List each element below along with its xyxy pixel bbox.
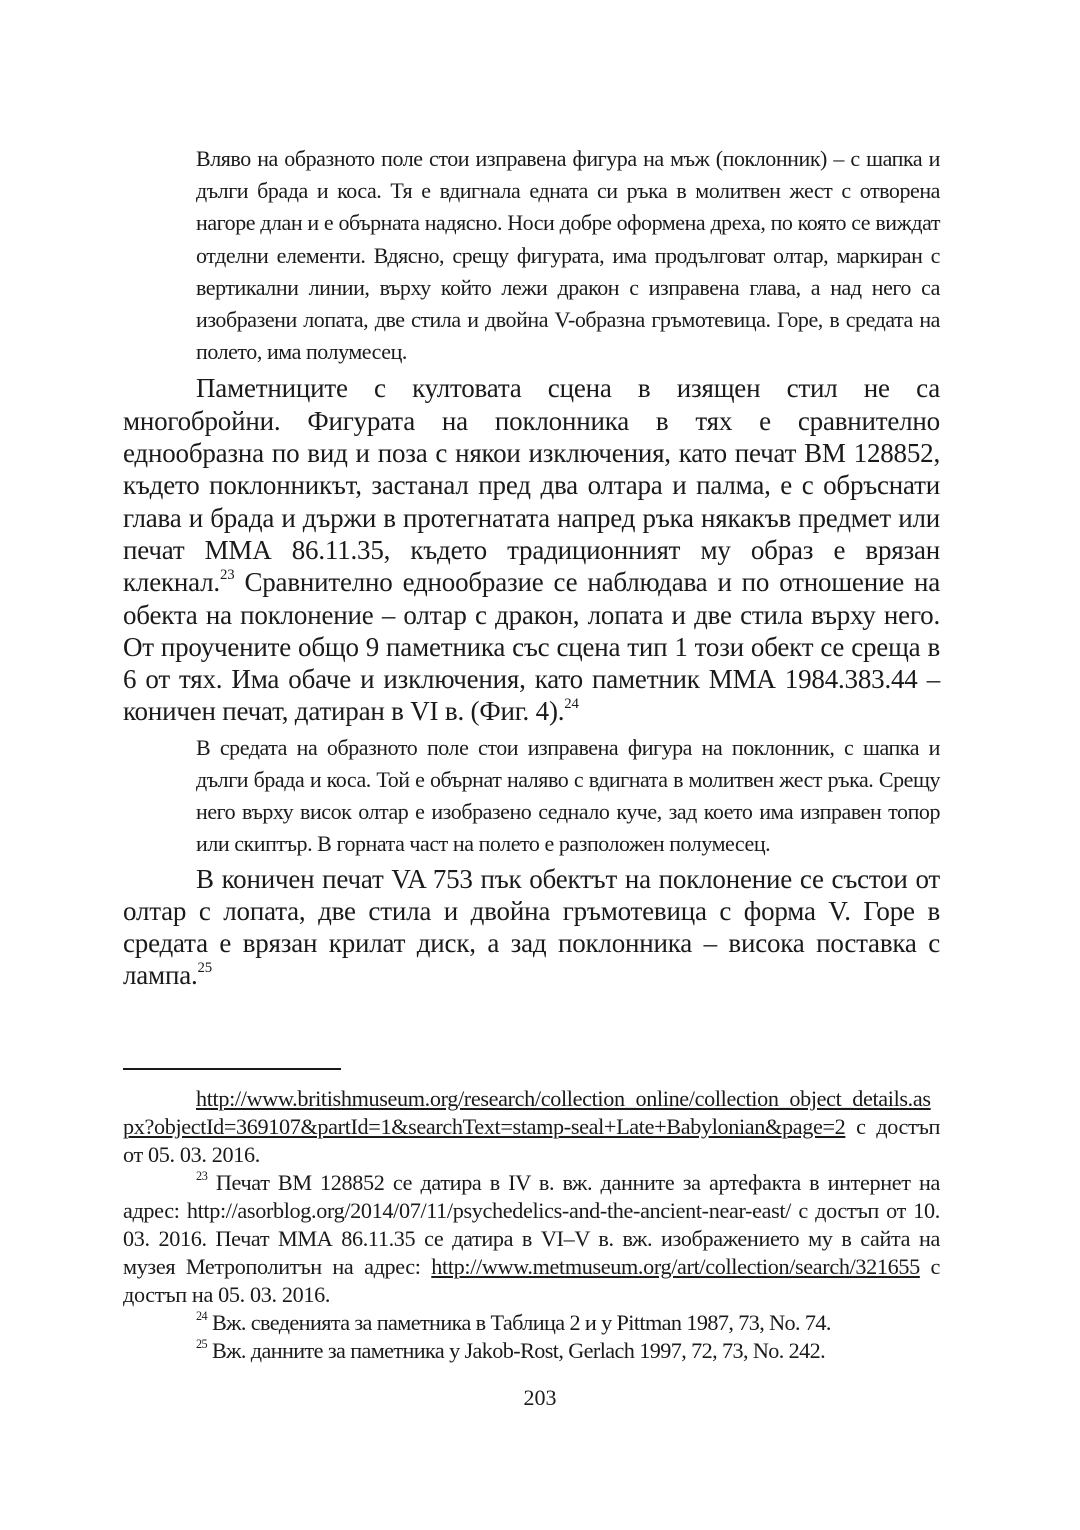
- footnote-25: [123, 1337, 940, 1365]
- footnote-text: Вж. данните за паметника у Jakob-Rost, Gerlach 1997, 72, 73, No. 242.: [207, 1338, 826, 1363]
- footnote-23: [123, 1169, 940, 1309]
- metmuseum-link[interactable]: http://www.metmuseum.org/art/collection/search/321655: [431, 1254, 920, 1279]
- footnote-24: [123, 1309, 940, 1337]
- paragraph-text: В коничен печат VA 753 пък обектът на поклонение се състои от олтар с лопата, две стила и двойна гръмотевица с форма V. Горе в средата е врязан крилат диск, а зад поклонника – висока поставка с лампа.: [123, 863, 940, 991]
- footnote-number: 24: [196, 1309, 208, 1324]
- footnote-ref-25[interactable]: 25: [197, 960, 212, 977]
- block-quote-description-1: Вляво на образното поле стои изправена фигура на мъж (поклонник) – с шапка и дълги брада и коса. Тя е вдигнала едната си ръка в молитвен жест с отворена нагоре длан и е обърната надясно. Носи добре оформена дреха, по която се виждат отделни елементи. Вдясно, срещу фигурата, има продълговат олтар, маркиран с вертикални линии, върху който лежи дракон с изправена глава, а над него са изобразени лопата, две стила и двойна V-образна гръмотевица. Горе, в средата на полето, има полумесец.: [196, 146, 940, 365]
- footnote-ref-24[interactable]: 24: [564, 696, 579, 713]
- paragraph-text: Паметниците с култовата сцена в изящен стил не са многобройни. Фигурата на поклонника в тях е сравнително еднообразна по вид и поза с някои изключения, като печат ВМ 128852, където поклонникът, застанал пред два олтара и палма, е с обръснати глава и брада и държи в протегнатата напред ръка някакъв предмет или печат ММА 86.11.35, където традиционният му образ е врязан клекнал.: [123, 373, 940, 598]
- page-body: [123, 140, 940, 992]
- footnotes: [123, 1085, 940, 1365]
- body-paragraph-2: [123, 863, 940, 992]
- paragraph-text: Сравнително еднообразие се наблюдава и по отношение на обекта на поклонение – олтар с дракон, лопата и две стила върху него. От проучените общо 9 паметника със сцена тип 1 този обект се среща в 6 от тях. Има обаче и изключения, като паметник ММА 1984.383.44 – коничен печат, датиран в VI в. (Фиг. 4).: [123, 567, 940, 727]
- footnote-text: с достъп от 05. 03. 2016.: [123, 1114, 940, 1167]
- footnote-number: 25: [196, 1337, 208, 1352]
- footnote-number: 23: [196, 1169, 208, 1184]
- footnote-text: с достъп на 05. 03. 2016.: [123, 1254, 940, 1307]
- footnote-text: Печат ВМ 128852 се датира в IV в. вж. данните за артефакта в интернет на адрес: http://asorblog.org/2014/07/11/psychedelics-and-the-ancient-near-east/ с достъп от 10. 03. 2016. Печат ММА 86.11.35 се датира в VI–V в. вж. изображението му в сайта на музея Метрополитън на адрес:: [123, 1170, 940, 1279]
- body-paragraph-1: [123, 372, 940, 727]
- page-number: 203: [523, 1385, 557, 1410]
- footnote-continued: [123, 1085, 940, 1169]
- british-museum-link[interactable]: http://www.britishmuseum.org/research/collection_online/collection_object_details.aspx?objectId=369107&partId=1&searchText=stamp-seal+Late+Babylonian&page=2: [123, 1086, 931, 1139]
- block-quote-description-2: В средата на образното поле стои изправена фигура на поклонник, с шапка и дълги брада и коса. Той е обърнат наляво с вдигната в молитвен жест ръка. Срещу него върху висок олтар е изобразено седнало куче, зад което има изправен топор или скиптър. В горната част на полето е разположен полумесец.: [196, 734, 940, 857]
- footnote-separator: [123, 1068, 341, 1070]
- footnote-text: Вж. сведенията за паметника в Таблица 2 и у Pittman 1987, 73, No. 74.: [207, 1310, 831, 1335]
- footnote-ref-23[interactable]: 23: [220, 567, 235, 584]
